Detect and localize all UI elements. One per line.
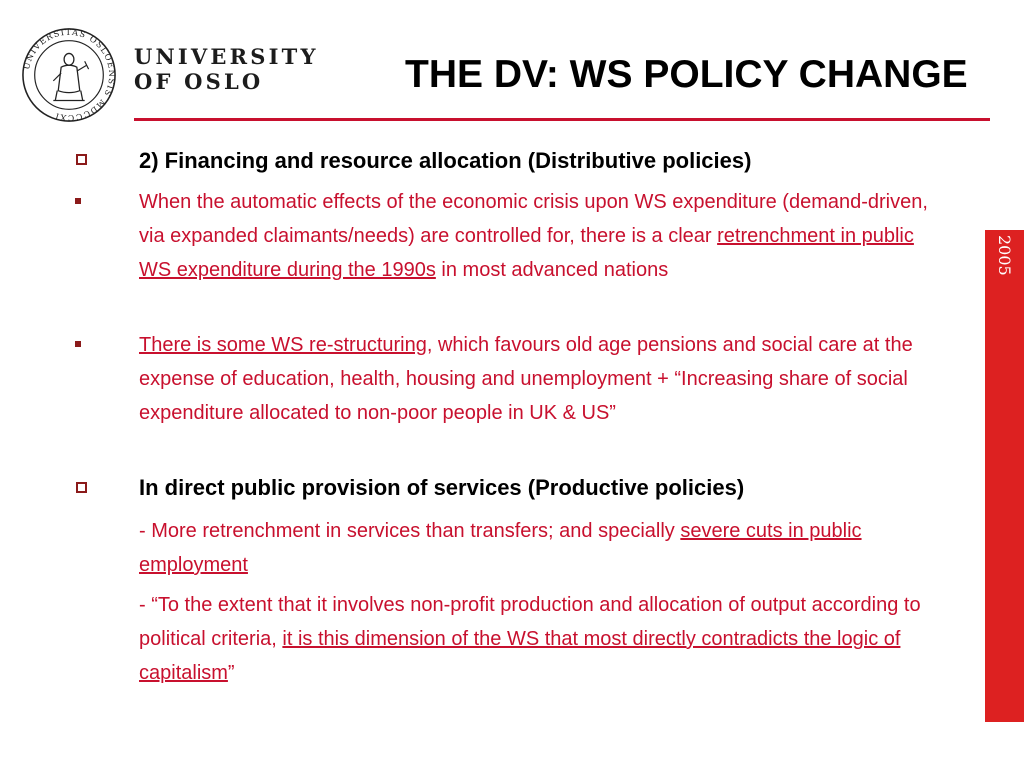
checkbox-bullet-icon [76,154,87,165]
bullet-text: There is some WS re-structuring, which favours old age pensions and social care at the expense of education, health, housing and unemployment + “Increasing share of social expenditure allocated to non-poor people in UK & US” [139,334,913,424]
bullet-text: When the automatic effects of the economic crisis upon WS expenditure (demand-driven, via expanded claimants/needs) are controlled for, there is a clear retrenchment in public WS expenditure during the 1990s in most advanced nations [139,191,928,281]
paragraph-text: - More retrenchment in services than transfers; and specially severe cuts in public employment [139,520,862,576]
paragraph-text: - “To the extent that it involves non-profit production and allocation of output according to political criteria, it is this dimension of the WS that most directly contradicts the logic of capitalism” [139,594,921,684]
svg-text:UNIVERSITAS OSLOENSIS MDCCCXI: UNIVERSITAS OSLOENSIS MDCCCXI [21,26,118,124]
underlined-emphasis: There is some WS re-structuring [139,334,427,356]
section-heading: In direct public provision of services (Productive policies) [139,475,745,500]
square-bullet-icon [75,198,81,204]
underlined-emphasis: retrenchment in public WS expenditure during the 1990s [139,225,914,281]
checkbox-bullet-icon [76,482,87,493]
section-heading: 2) Financing and resource allocation (Distributive policies) [139,148,752,173]
underlined-emphasis: it is this dimension of the WS that most directly contradicts the logic of capitalism [139,628,901,684]
square-bullet-icon [75,341,81,347]
slide-title: THE DV: WS POLICY CHANGE [405,53,968,96]
sidebar-year: 2005 [995,235,1014,276]
underlined-emphasis: severe cuts in public employment [139,520,862,576]
university-name-line1: UNIVERSITY [134,44,319,69]
university-name-line2: OF OSLO [134,69,264,94]
